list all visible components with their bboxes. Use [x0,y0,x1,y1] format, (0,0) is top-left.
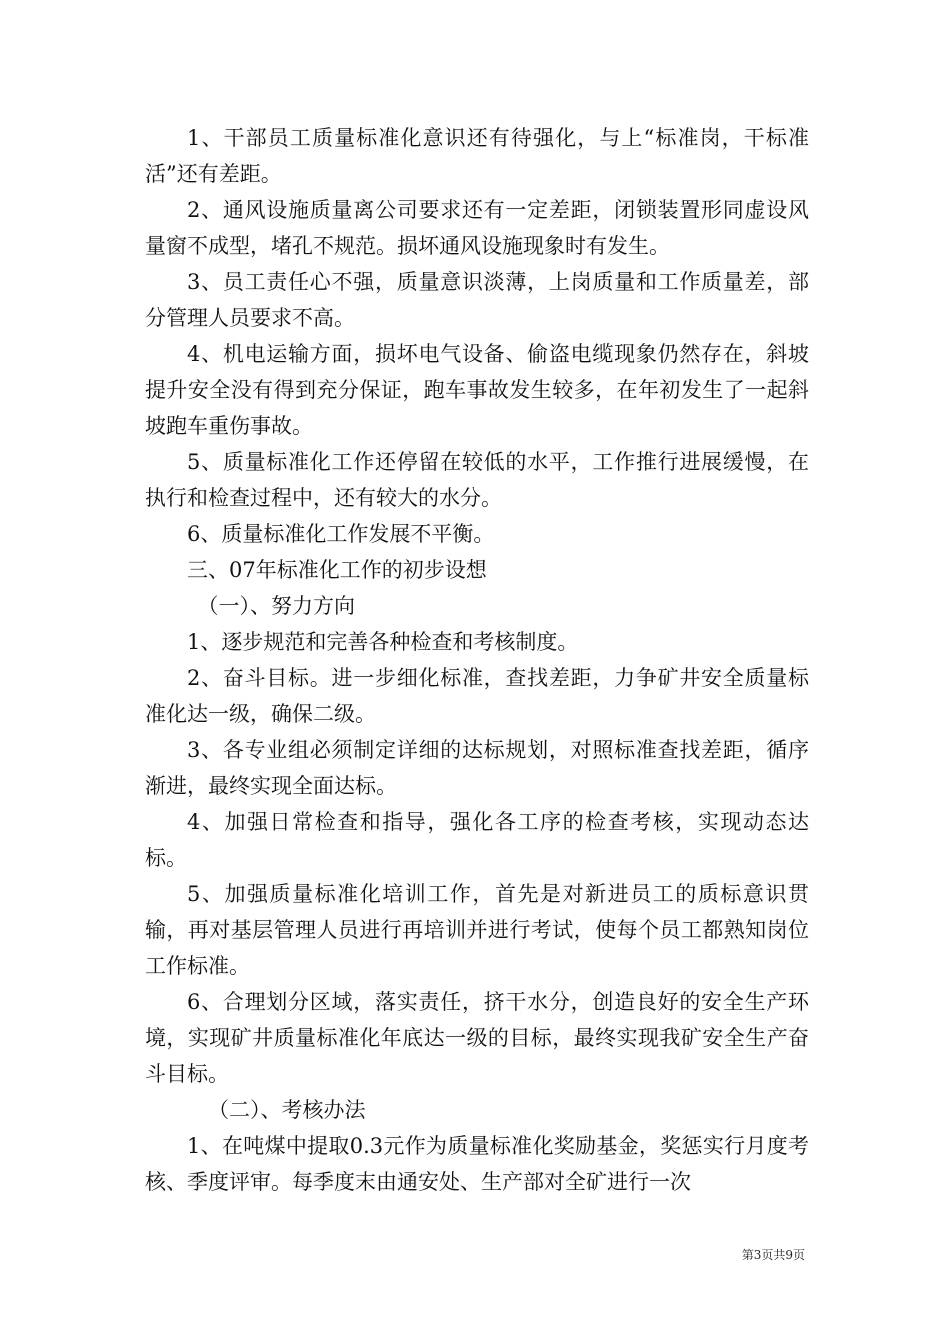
paragraph-9: 3、各专业组必须制定详细的达标规划，对照标准查找差距，循序渐进，最终实现全面达标。 [145,738,809,798]
paragraph-5: 5、质量标准化工作还停留在较低的水平，工作推行进展缓慢，在执行和检查过程中，还有较大的水分。 [145,450,809,510]
subsection-heading-2: （二）、考核办法 [208,1098,366,1122]
paragraph-2: 2、通风设施质量离公司要求还有一定差距，闭锁装置形同虚设风量窗不成型，堵孔不规范。损坏通风设施现象时有发生。 [145,198,809,258]
paragraph-13: 1、在吨煤中提取0.3元作为质量标准化奖励基金，奖惩实行月度考核、季度评审。每季度末由通安处、生产部对全矿进行一次 [145,1134,809,1194]
paragraph-4: 4、机电运输方面，损坏电气设备、偷盗电缆现象仍然存在，斜坡提升安全没有得到充分保证，跑车事故发生较多，在年初发生了一起斜坡跑车重伤事故。 [145,342,809,438]
section-heading-3: 三、07年标准化工作的初步设想 [187,558,487,582]
paragraph-10: 4、加强日常检查和指导，强化各工序的检查考核，实现动态达标。 [145,810,809,870]
paragraph-1: 1、干部员工质量标准化意识还有待强化，与上“标准岗，干标准活”还有差距。 [145,126,809,186]
subsection-heading-1: （一）、努力方向 [197,594,355,618]
paragraph-8: 2、奋斗目标。进一步细化标准，查找差距，力争矿井安全质量标准化达一级，确保二级。 [145,666,809,726]
paragraph-12: 6、合理划分区域，落实责任，挤干水分，创造良好的安全生产环境，实现矿井质量标准化年底达一级的目标，最终实现我矿安全生产奋斗目标。 [145,990,809,1086]
paragraph-7: 1、逐步规范和完善各种检查和考核制度。 [187,630,579,654]
page-number-footer: 第3页共9页 [741,1248,805,1262]
paragraph-11: 5、加强质量标准化培训工作，首先是对新进员工的质标意识贯输，再对基层管理人员进行再培训并进行考试，使每个员工都熟知岗位工作标准。 [145,882,809,978]
document-body [145,120,809,1200]
paragraph-6: 6、质量标准化工作发展不平衡。 [187,522,495,546]
paragraph-3: 3、员工责任心不强，质量意识淡薄，上岗质量和工作质量差，部分管理人员要求不高。 [145,270,809,330]
